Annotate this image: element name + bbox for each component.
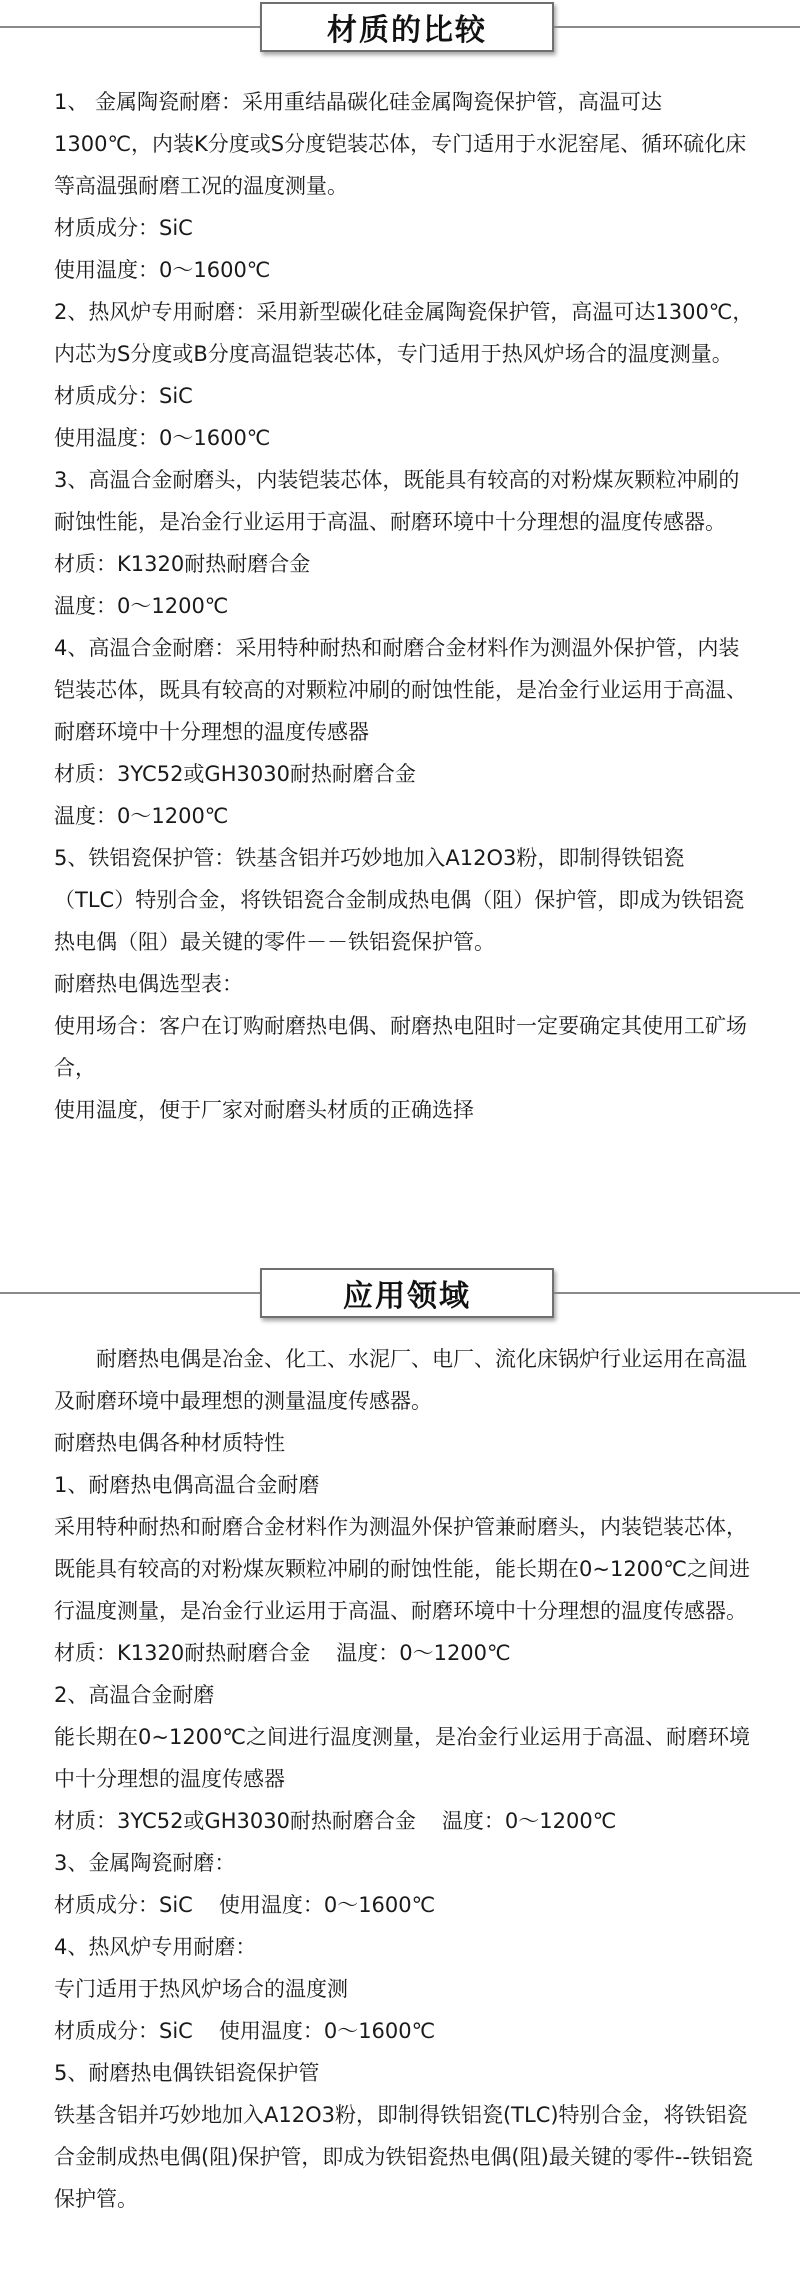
temperature-value: 使用温度：0～1600℃ bbox=[218, 1893, 436, 1917]
paragraph: 使用温度：0～1600℃ bbox=[54, 426, 271, 450]
paragraph bbox=[54, 1632, 754, 1674]
section-title: 应用领域 bbox=[260, 1268, 554, 1318]
temperature-value: 温度：0～1200℃ bbox=[441, 1809, 617, 1833]
paragraph: 耐磨热电偶选型表： bbox=[54, 972, 243, 996]
application-fields-body bbox=[54, 1338, 754, 2220]
paragraph: 材质成分：SiC bbox=[54, 384, 193, 408]
paragraph bbox=[54, 1884, 754, 1926]
paragraph: 4、热风炉专用耐磨： bbox=[54, 1935, 257, 1959]
section-title: 材质的比较 bbox=[260, 2, 554, 52]
section-application-fields bbox=[0, 1266, 800, 1322]
material-value: 材质成分：SiC bbox=[54, 1893, 193, 1917]
section-header bbox=[0, 0, 800, 56]
paragraph: 温度：0～1200℃ bbox=[54, 804, 229, 828]
header-divider-left bbox=[0, 26, 260, 28]
paragraph: 材质：3YC52或GH3030耐热耐磨合金 bbox=[54, 762, 416, 786]
paragraph: 铁基含铝并巧妙地加入A12O3粉，即制得铁铝瓷(TLC)特别合金，将铁铝瓷合金制成热电偶(阻)保护管，即成为铁铝瓷热电偶(阻)最关键的零件--铁铝瓷保护管。 bbox=[54, 2103, 753, 2211]
paragraph: 1、耐磨热电偶高温合金耐磨 bbox=[54, 1473, 320, 1497]
section-header bbox=[0, 1266, 800, 1322]
paragraph bbox=[54, 2010, 754, 2052]
paragraph: 使用温度，便于厂家对耐磨头材质的正确选择 bbox=[54, 1098, 474, 1122]
intro-paragraph: 耐磨热电偶是冶金、化工、水泥厂、电厂、流化床锅炉行业运用在高温及耐磨环境中最理想的测量温度传感器。 bbox=[54, 1347, 747, 1413]
section-material-comparison bbox=[0, 0, 800, 56]
material-value: 材质成分：SiC bbox=[54, 2019, 193, 2043]
header-divider-right bbox=[554, 1292, 800, 1294]
material-value: 材质：3YC52或GH3030耐热耐磨合金 bbox=[54, 1809, 416, 1833]
paragraph: 2、高温合金耐磨 bbox=[54, 1683, 215, 1707]
header-divider-right bbox=[554, 26, 800, 28]
paragraph: 材质：K1320耐热耐磨合金 bbox=[54, 552, 311, 576]
paragraph: 专门适用于热风炉场合的温度测 bbox=[54, 1977, 348, 2001]
paragraph: 2、热风炉专用耐磨：采用新型碳化硅金属陶瓷保护管，高温可达1300℃，内芯为S分度或B分度高温铠装芯体，专门适用于热风炉场合的温度测量。 bbox=[54, 300, 754, 366]
paragraph: 5、耐磨热电偶铁铝瓷保护管 bbox=[54, 2061, 320, 2085]
paragraph: 使用场合：客户在订购耐磨热电偶、耐磨热电阻时一定要确定其使用工矿场合， bbox=[54, 1014, 747, 1080]
paragraph: 能长期在0~1200℃之间进行温度测量，是冶金行业运用于高温、耐磨环境中十分理想的温度传感器 bbox=[54, 1725, 750, 1791]
temperature-value: 温度：0～1200℃ bbox=[336, 1641, 511, 1665]
material-comparison-body bbox=[54, 81, 754, 1131]
paragraph: 材质成分：SiC bbox=[54, 216, 193, 240]
material-value: 材质：K1320耐热耐磨合金 bbox=[54, 1641, 311, 1665]
paragraph: 1、 金属陶瓷耐磨：采用重结晶碳化硅金属陶瓷保护管，高温可达1300℃，内装K分度或S分度铠装芯体，专门适用于水泥窑尾、循环硫化床等高温强耐磨工况的温度测量。 bbox=[54, 90, 747, 198]
header-divider-left bbox=[0, 1292, 260, 1294]
paragraph: 4、高温合金耐磨：采用特种耐热和耐磨合金材料作为测温外保护管，内装铠装芯体，既具有较高的对颗粒冲刷的耐蚀性能，是冶金行业运用于高温、耐磨环境中十分理想的温度传感器 bbox=[54, 636, 747, 744]
paragraph: 使用温度：0～1600℃ bbox=[54, 258, 271, 282]
temperature-value: 使用温度：0～1600℃ bbox=[218, 2019, 436, 2043]
paragraph: 3、金属陶瓷耐磨： bbox=[54, 1851, 236, 1875]
paragraph: 3、高温合金耐磨头，内装铠装芯体，既能具有较高的对粉煤灰颗粒冲刷的耐蚀性能，是冶金行业运用于高温、耐磨环境中十分理想的温度传感器。 bbox=[54, 468, 740, 534]
paragraph: 温度：0～1200℃ bbox=[54, 594, 229, 618]
paragraph: 采用特种耐热和耐磨合金材料作为测温外保护管兼耐磨头，内装铠装芯体，既能具有较高的对粉煤灰颗粒冲刷的耐蚀性能，能长期在0~1200℃之间进行温度测量，是冶金行业运用于高温、耐磨环境中十分理想的温度传感器。 bbox=[54, 1515, 750, 1623]
paragraph: 5、铁铝瓷保护管：铁基含铝并巧妙地加入A12O3粉，即制得铁铝瓷（TLC）特别合金，将铁铝瓷合金制成热电偶（阻）保护管，即成为铁铝瓷热电偶（阻）最关键的零件－－铁铝瓷保护管。 bbox=[54, 846, 745, 954]
paragraph: 耐磨热电偶各种材质特性 bbox=[54, 1431, 285, 1455]
paragraph bbox=[54, 1800, 754, 1842]
